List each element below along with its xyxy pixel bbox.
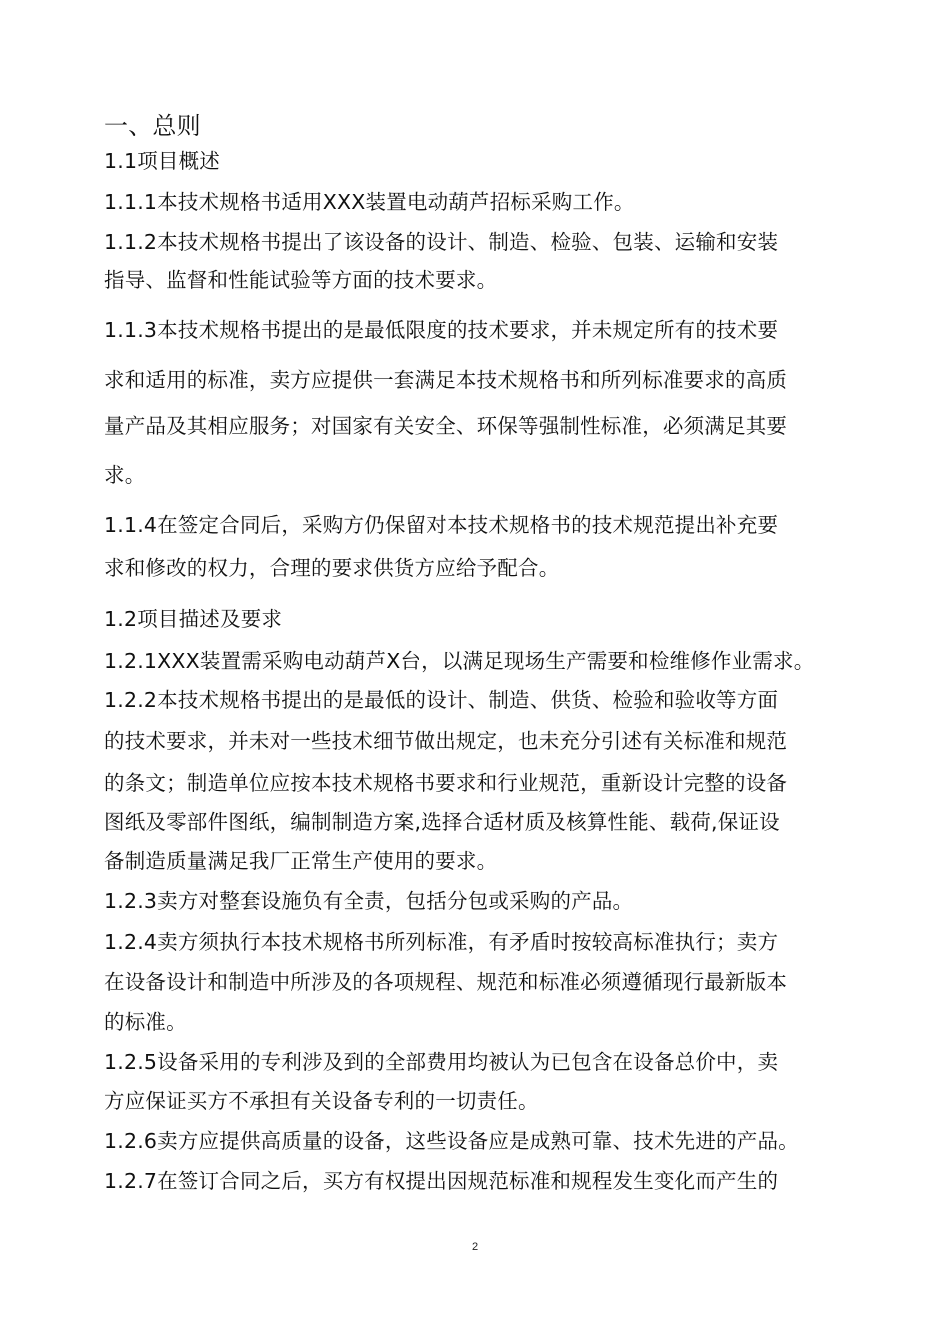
section-heading: 一、总则 [104, 112, 201, 140]
subsection-title: 1.2项目描述及要求 [104, 607, 283, 631]
paragraph-line: 1.1.1本技术规格书适用XXX装置电动葫芦招标采购工作。 [104, 190, 635, 214]
paragraph-line: 1.2.4卖方须执行本技术规格书所列标准，有矛盾时按较高标准执行；卖方 [104, 930, 779, 954]
paragraph-line: 求和适用的标准，卖方应提供一套满足本技术规格书和所列标准要求的高质 [104, 368, 788, 392]
paragraph-line: 1.2.6卖方应提供高质量的设备，这些设备应是成熟可靠、技术先进的产品。 [104, 1129, 799, 1153]
paragraph-line: 1.2.5设备采用的专利涉及到的全部费用均被认为已包含在设备总价中，卖 [104, 1050, 779, 1074]
paragraph-line: 1.2.7在签订合同之后，买方有权提出因规范标准和规程发生变化而产生的 [104, 1169, 779, 1193]
paragraph-line: 1.1.3本技术规格书提出的是最低限度的技术要求，并未规定所有的技术要 [104, 318, 779, 342]
paragraph-line: 的条文；制造单位应按本技术规格书要求和行业规范，重新设计完整的设备 [104, 771, 788, 795]
paragraph-line: 求。 [104, 463, 146, 487]
subsection-title: 1.1项目概述 [104, 149, 221, 173]
paragraph-line: 量产品及其相应服务；对国家有关安全、环保等强制性标准，必须满足其要 [104, 414, 788, 438]
paragraph-line: 在设备设计和制造中所涉及的各项规程、规范和标准必须遵循现行最新版本 [104, 970, 788, 994]
paragraph-line: 的标准。 [104, 1010, 187, 1034]
paragraph-line: 的技术要求，并未对一些技术细节做出规定，也未充分引述有关标准和规范 [104, 729, 788, 753]
paragraph-line: 1.2.3卖方对整套设施负有全责，包括分包或采购的产品。 [104, 889, 634, 913]
paragraph-line: 1.1.4在签定合同后，采购方仍保留对本技术规格书的技术规范提出补充要 [104, 513, 779, 537]
paragraph-line: 求和修改的权力，合理的要求供货方应给予配合。 [104, 556, 560, 580]
paragraph-line: 1.1.2本技术规格书提出了该设备的设计、制造、检验、包装、运输和安装 [104, 230, 779, 254]
paragraph-line: 1.2.2本技术规格书提出的是最低的设计、制造、供货、检验和验收等方面 [104, 688, 779, 712]
page-number: 2 [471, 1241, 479, 1253]
paragraph-line: 方应保证买方不承担有关设备专利的一切责任。 [104, 1089, 539, 1113]
paragraph-line: 1.2.1XXX装置需采购电动葫芦X台，以满足现场生产需要和检维修作业需求。 [104, 649, 815, 673]
paragraph-line: 指导、监督和性能试验等方面的技术要求。 [104, 268, 498, 292]
paragraph-line: 图纸及零部件图纸，编制制造方案,选择合适材质及核算性能、载荷,保证设 [104, 810, 780, 834]
paragraph-line: 备制造质量满足我厂正常生产使用的要求。 [104, 849, 498, 873]
